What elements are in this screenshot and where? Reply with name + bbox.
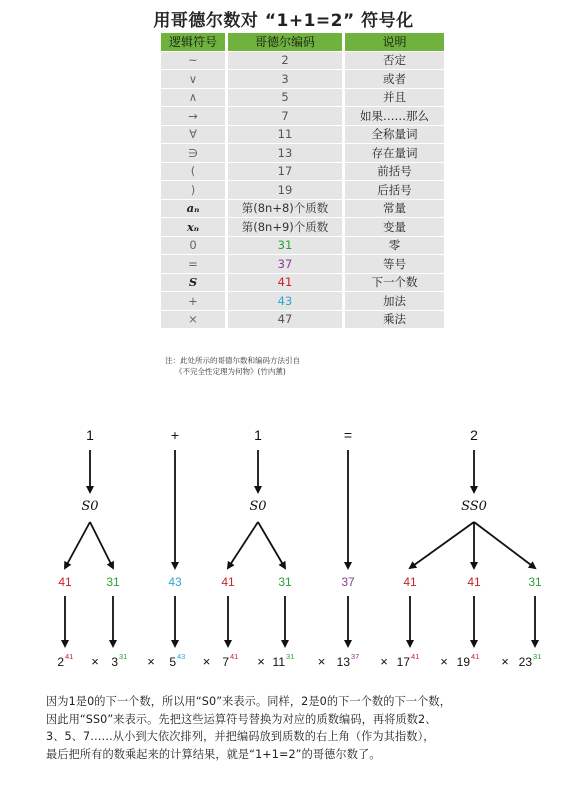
cell-code: 47 (228, 311, 345, 329)
successor-term: S0 (81, 499, 99, 514)
table-row (161, 218, 444, 236)
godel-code: 41 (467, 575, 481, 589)
times-sign: × (91, 654, 99, 669)
prime-base: 13 (336, 655, 350, 669)
cell-description: 并且 (345, 89, 444, 107)
cell-symbol: ∨ (161, 70, 228, 88)
prime-base: 19 (456, 655, 470, 669)
arrow-to-code (474, 522, 535, 568)
table-row (161, 237, 444, 255)
cell-code: 第(8n+9)个质数 (228, 218, 345, 236)
exponent: 31 (119, 652, 128, 661)
table-row (161, 107, 444, 125)
paragraph-line: 因此用“SS0”来表示。先把这些运算符号替换为对应的质数编码，再将质数2、 (46, 712, 437, 726)
cell-code: 5 (228, 89, 345, 107)
godel-code: 41 (221, 575, 235, 589)
cell-symbol: 0 (161, 237, 228, 255)
cell-description: 全称量词 (345, 126, 444, 144)
cell-code: 7 (228, 107, 345, 125)
header-symbol: 逻辑符号 (161, 33, 228, 51)
godel-code: 31 (278, 575, 292, 589)
cell-symbol: ∧ (161, 89, 228, 107)
cell-code: 43 (228, 292, 345, 310)
godel-code: 37 (341, 575, 355, 589)
cell-code: 3 (228, 70, 345, 88)
table-row (161, 311, 444, 329)
prime-base: 11 (272, 655, 285, 669)
arrow-to-code (410, 522, 474, 568)
cell-code: 41 (228, 274, 345, 292)
cell-code: 第(8n+8)个质数 (228, 200, 345, 218)
explanation-paragraph (46, 693, 556, 763)
arrow-to-code (90, 522, 113, 568)
table-row (161, 200, 444, 218)
cell-symbol: → (161, 107, 228, 125)
cell-code: 13 (228, 144, 345, 162)
cell-code: 11 (228, 126, 345, 144)
table-row (161, 274, 444, 292)
prime-base: 23 (518, 655, 532, 669)
cell-description: 后括号 (345, 181, 444, 199)
times-sign: × (501, 654, 509, 669)
cell-description: 等号 (345, 255, 444, 273)
header-description: 说明 (345, 33, 444, 51)
cell-symbol: × (161, 311, 228, 329)
cell-symbol: = (161, 255, 228, 273)
exponent: 31 (533, 652, 542, 661)
exponent: 43 (177, 652, 186, 661)
table-row (161, 163, 444, 181)
cell-description: 常量 (345, 200, 444, 218)
source-note (165, 355, 300, 377)
prime-base: 5 (169, 655, 176, 669)
cell-symbol: S (161, 274, 228, 292)
top-symbol: 1 (254, 427, 262, 443)
top-symbol: 1 (86, 427, 94, 443)
top-symbol: + (170, 427, 180, 443)
cell-symbol: ~ (161, 52, 228, 70)
note-line: 注：此处所示的哥德尔数和编码方法引自 (165, 356, 300, 365)
cell-symbol: xₙ (161, 218, 228, 236)
cell-symbol: ∋ (161, 144, 228, 162)
cell-symbol: ∀ (161, 126, 228, 144)
times-sign: × (147, 654, 155, 669)
prime-base: 17 (396, 655, 410, 669)
table-row (161, 181, 444, 199)
exponent: 41 (411, 652, 420, 661)
table-row (161, 255, 444, 273)
godel-code: 41 (403, 575, 417, 589)
godel-code: 31 (106, 575, 120, 589)
godel-code: 31 (528, 575, 542, 589)
exponent: 41 (471, 652, 480, 661)
times-sign: × (202, 654, 211, 669)
page-title: 用哥德尔数对 “1+1=2” 符号化 (153, 11, 414, 31)
cell-code: 17 (228, 163, 345, 181)
exponent: 41 (65, 652, 74, 661)
table-row (161, 292, 444, 310)
cell-code: 19 (228, 181, 345, 199)
paragraph-line: 3、5、7……从小到大依次排列，并把编码放到质数的右上角（作为其指数）， (46, 730, 435, 743)
top-symbol: = (343, 427, 353, 443)
cell-code: 31 (228, 237, 345, 255)
godel-code-table (161, 32, 444, 329)
godel-code: 43 (168, 575, 182, 589)
cell-description: 如果……那么 (345, 107, 444, 125)
table-row (161, 126, 444, 144)
cell-description: 乘法 (345, 311, 444, 329)
table-header-row (161, 33, 444, 51)
table-row (161, 89, 444, 107)
cell-code: 2 (228, 52, 345, 70)
table-row (161, 144, 444, 162)
exponent: 31 (286, 652, 295, 661)
cell-description: 零 (345, 237, 444, 255)
arrow-to-code (258, 522, 285, 568)
cell-description: 存在量词 (345, 144, 444, 162)
arrow-to-code (65, 522, 90, 568)
top-symbol: 2 (470, 427, 478, 443)
cell-description: 下一个数 (345, 274, 444, 292)
paragraph-line: 最后把所有的数乘起来的计算结果，就是“1+1=2”的哥德尔数了。 (46, 747, 381, 761)
cell-code: 37 (228, 255, 345, 273)
table-row (161, 70, 444, 88)
cell-symbol: ) (161, 181, 228, 199)
cell-symbol: aₙ (161, 200, 228, 218)
note-line: 《不完全性定理为何物》(竹内薰) (175, 367, 286, 376)
cell-symbol: + (161, 292, 228, 310)
paragraph-line: 因为1是0的下一个数，所以用“S0”来表示。同样，2是0的下一个数的下一个数， (46, 695, 451, 708)
times-sign: × (317, 654, 326, 669)
table-body (161, 52, 444, 329)
times-sign: × (440, 654, 448, 669)
times-sign: × (257, 654, 265, 669)
prime-base: 7 (222, 655, 229, 669)
exponent: 41 (230, 652, 239, 661)
header-code: 哥德尔编码 (228, 33, 345, 51)
cell-symbol: ( (161, 163, 228, 181)
prime-base: 2 (57, 655, 64, 669)
cell-description: 否定 (345, 52, 444, 70)
cell-description: 前括号 (345, 163, 444, 181)
exponent: 37 (351, 652, 360, 661)
godel-number-diagram (0, 400, 567, 680)
prime-base: 3 (111, 655, 118, 669)
times-sign: × (380, 654, 388, 669)
successor-term: SS0 (461, 499, 487, 514)
successor-term: S0 (249, 499, 267, 514)
arrow-to-code (228, 522, 258, 568)
cell-description: 变量 (345, 218, 444, 236)
cell-description: 或者 (345, 70, 444, 88)
godel-code: 41 (58, 575, 72, 589)
cell-description: 加法 (345, 292, 444, 310)
table-row (161, 52, 444, 70)
